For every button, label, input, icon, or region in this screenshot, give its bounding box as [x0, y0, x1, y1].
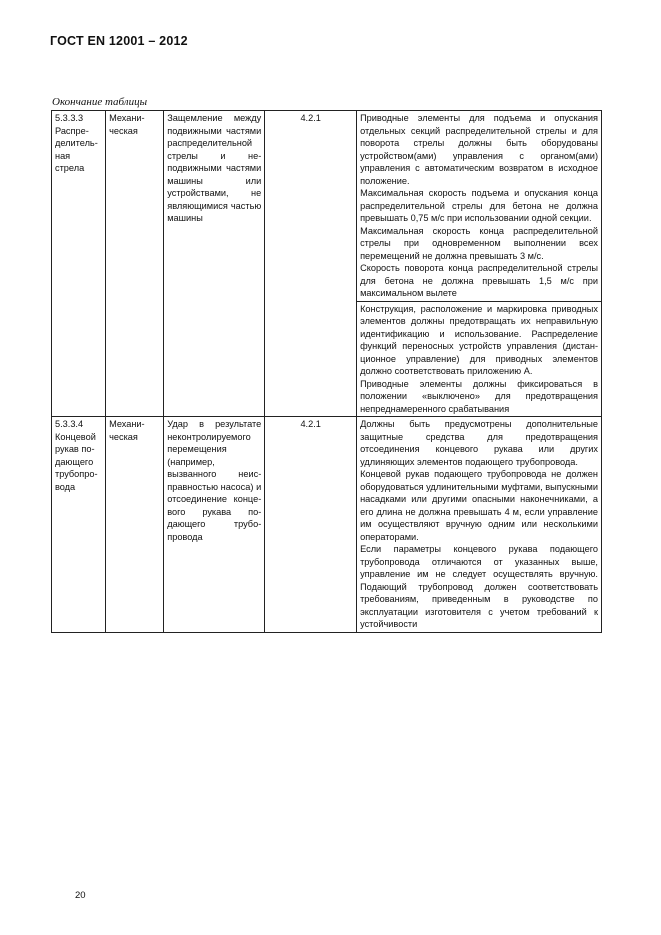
section-line: ная: [55, 150, 71, 161]
requirement-paragraph: Скорость поворота конца распределительной стрелы для бетона не должна превышать 1,5 м/с при максимальном вылете: [360, 263, 598, 298]
type-line: ческая: [109, 431, 138, 442]
table-row: [52, 111, 602, 302]
requirements-table: [51, 110, 602, 633]
section-line: Распре-: [55, 125, 89, 136]
clause-cell: 4.2.1: [265, 111, 357, 417]
requirements-cell: [357, 111, 602, 302]
requirement-paragraph: Концевой рукав подающего трубопровода не должен оборудоваться удлинительными муфтами, выпускными насадками или другими опасными наконечниками, а его длина не должна превышать 4 м, если управление им осуществляют вручную одним или несколькими операторами.: [360, 469, 598, 542]
section-line: стрела: [55, 163, 85, 173]
requirement-paragraph: Конструкция, расположение и маркировка приводных элементов должны предотвращать их неправильную идентификацию и использование. Распределение функций переносных устройств управления (дистанционное управление) для приводных элементов должно соответствовать приложению А.: [360, 303, 598, 376]
hazard-type-cell: [106, 111, 164, 417]
section-line: дающего: [55, 456, 94, 467]
section-line: 5.3.3.3: [55, 113, 84, 123]
requirement-paragraph: Должны быть предусмотрены дополнительные защитные средства для предотвращения отсоединения концевого рукава или других удлиняющих элементов подающего трубопровода.: [360, 419, 598, 467]
document-header: ГОСТ EN 12001 – 2012: [50, 34, 188, 48]
hazard-type-cell: [106, 417, 164, 633]
hazard-description-cell: Защемление между подвижными частями распределительной стрелы и неподвижными частями машины или устройствами, не являющимися частью машины: [164, 111, 265, 417]
requirement-paragraph: Если параметры концевого рукава подающего трубопровода отличаются от указанных выше, управление им не следует осуществлять вручную. Подающий трубопровод должен соответствовать требованиям, приведенным в руководстве по эксплуатации изготовителя с учетом требований к устойчивости: [360, 544, 598, 629]
section-cell: [52, 111, 106, 417]
section-line: делитель-: [55, 138, 98, 148]
page-number: 20: [75, 890, 86, 901]
hazard-description-cell: Удар в результате неконтролируемого перемещения (например, вызванного неисправностью насоса) и отсоединение концевого рукава подающего трубопровода: [164, 417, 265, 633]
requirement-paragraph: Приводные элементы для подъема и опускания отдельных секций распределительной стрелы и для поворота стрелы должны быть оборудованы устройством(ами) управления с органом(ами) управления с автоматическим возвратом в исходное положение.: [360, 113, 598, 186]
table-caption: Окончание таблицы: [52, 96, 148, 108]
requirements-cell: [357, 301, 602, 417]
requirement-paragraph: Максимальная скорость подъема и опускания конца распределительной стрелы для бетона не должна превышать 0,75 м/с при использовании одной секции.: [360, 188, 598, 223]
type-line: ческая: [109, 125, 138, 136]
type-line: Механи-: [109, 419, 145, 429]
clause-cell: 4.2.1: [265, 417, 357, 633]
requirements-cell: [357, 417, 602, 633]
section-line: Концевой: [55, 431, 96, 442]
section-line: рукав по-: [55, 444, 95, 454]
section-line: вода: [55, 481, 76, 492]
requirement-paragraph: Максимальная скорость конца распределительной стрелы при одновременном выполнении всех перемещений не должна превышать 3 м/с.: [360, 225, 598, 261]
table-row: [52, 417, 602, 633]
section-line: 5.3.3.4: [55, 419, 84, 429]
section-cell: [52, 417, 106, 633]
type-line: Механи-: [109, 113, 145, 123]
section-line: трубопро-: [55, 469, 98, 479]
requirement-paragraph: Приводные элементы должны фиксироваться в положении «выключено» для предотвращения непреднамеренного срабатывания: [360, 378, 598, 414]
